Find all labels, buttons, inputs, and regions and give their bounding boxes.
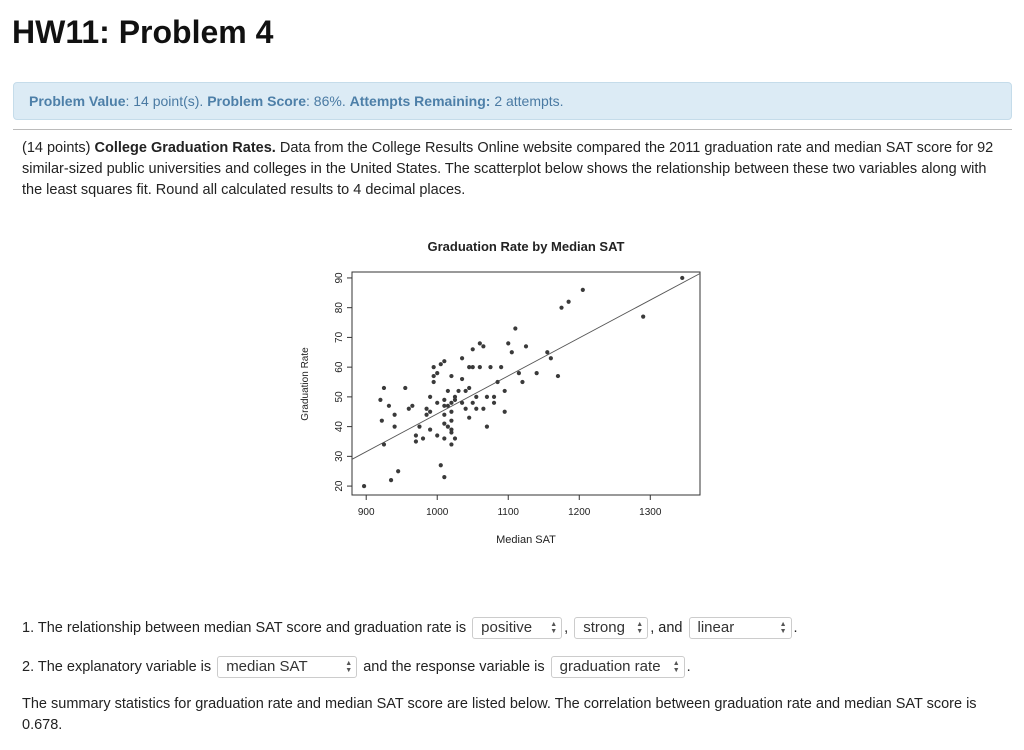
data-point [432, 374, 436, 378]
select-arrows-icon: ▲ ▼ [779, 621, 787, 635]
scatterplot [290, 262, 710, 562]
q1-strength-select[interactable] [574, 617, 648, 639]
q1-form-select[interactable] [689, 617, 792, 639]
q1-direction-value: positive [481, 619, 533, 636]
data-point [510, 350, 514, 354]
data-point [481, 407, 485, 411]
data-point [442, 475, 446, 479]
data-point [485, 425, 489, 429]
data-point [535, 371, 539, 375]
data-point [382, 442, 386, 446]
data-point [460, 356, 464, 360]
x-axis-label: Median SAT [496, 534, 556, 546]
x-tick-label: 1100 [497, 507, 520, 518]
data-point [410, 404, 414, 408]
y-tick-label: 20 [334, 480, 345, 492]
data-point [432, 365, 436, 369]
data-point [556, 374, 560, 378]
data-point [474, 395, 478, 399]
data-point [387, 404, 391, 408]
data-point [506, 341, 510, 345]
data-point [389, 478, 393, 482]
problem-body: Data from the College Results Online website compared the 2011 graduation rate and median SAT score for 92 similar-sized public universities and colleges in the United States. The scatterplot below shows the relationship between these two variables along with the least squares fit. Round all calculated results to 4 decimal places. [22, 140, 994, 198]
q1-and: , and [650, 619, 683, 636]
problem-info-bar [13, 82, 1012, 120]
problem-heading: College Graduation Rates. [94, 140, 276, 156]
x-tick-label: 900 [357, 507, 375, 518]
data-point [488, 365, 492, 369]
data-point [464, 407, 468, 411]
data-point [520, 380, 524, 384]
q2-mid-text: and the response variable is [363, 658, 545, 675]
data-point [449, 401, 453, 405]
data-point [396, 469, 400, 473]
data-point [456, 389, 460, 393]
data-point [467, 416, 471, 420]
data-point [545, 350, 549, 354]
data-point [393, 413, 397, 417]
data-point [581, 288, 585, 292]
data-point [414, 439, 418, 443]
problem-text [22, 138, 1007, 201]
data-point [492, 395, 496, 399]
question-2 [22, 656, 691, 678]
data-point [435, 433, 439, 437]
data-point [471, 347, 475, 351]
data-point [449, 410, 453, 414]
data-point [471, 401, 475, 405]
explanatory-variable-select[interactable] [217, 656, 357, 678]
problem-score-label: Problem Score [207, 93, 307, 109]
data-point [449, 427, 453, 431]
data-point [435, 401, 439, 405]
data-point [428, 427, 432, 431]
data-point [380, 419, 384, 423]
data-point [492, 401, 496, 405]
attempts-remaining-label: Attempts Remaining: [349, 93, 491, 109]
data-point [442, 359, 446, 363]
x-tick-label: 1000 [426, 507, 449, 518]
y-tick-label: 40 [334, 421, 345, 433]
data-point [417, 425, 421, 429]
data-point [513, 326, 517, 330]
data-point [641, 315, 645, 319]
data-point [442, 422, 446, 426]
data-point [382, 386, 386, 390]
data-point [424, 407, 428, 411]
plot-frame [352, 272, 700, 495]
data-point [446, 389, 450, 393]
data-point [407, 407, 411, 411]
data-point [559, 306, 563, 310]
select-arrows-icon: ▲ ▼ [550, 621, 558, 635]
data-point [481, 344, 485, 348]
chart-title: Graduation Rate by Median SAT [427, 239, 625, 254]
page-title: HW11: Problem 4 [12, 14, 274, 50]
data-point [549, 356, 553, 360]
data-point [442, 436, 446, 440]
data-point [471, 365, 475, 369]
data-point [439, 463, 443, 467]
data-point [495, 380, 499, 384]
q1-comma: , [564, 619, 569, 636]
y-tick-label: 70 [334, 331, 345, 343]
data-point [442, 413, 446, 417]
data-point [464, 389, 468, 393]
data-point [453, 436, 457, 440]
data-point [524, 344, 528, 348]
data-point [474, 407, 478, 411]
problem-score: : 86%. [306, 93, 346, 109]
data-point [449, 442, 453, 446]
response-variable-value: graduation rate [559, 658, 661, 675]
q1-strength-value: strong [583, 619, 625, 636]
y-tick-label: 60 [334, 361, 345, 373]
data-point [362, 484, 366, 488]
y-tick-label: 80 [334, 302, 345, 314]
data-point [478, 365, 482, 369]
q1-period: . [793, 619, 798, 636]
data-point [403, 386, 407, 390]
select-arrows-icon: ▲ ▼ [672, 660, 680, 674]
data-point [485, 395, 489, 399]
data-point [460, 377, 464, 381]
problem-value-label: Problem Value [29, 93, 126, 109]
data-point [467, 386, 471, 390]
data-point [680, 276, 684, 280]
y-tick-label: 30 [334, 450, 345, 462]
data-point [428, 395, 432, 399]
x-tick-label: 1300 [639, 507, 662, 518]
divider [13, 129, 1012, 130]
y-tick-label: 90 [334, 272, 345, 284]
q2-period: . [686, 658, 691, 675]
data-point [442, 398, 446, 402]
data-point [503, 410, 507, 414]
summary-text: The summary statistics for graduation rate and median SAT score are listed below. The correlation between graduation rate and median SAT score is 0.678. [22, 696, 977, 733]
data-point [449, 374, 453, 378]
q1-direction-select[interactable] [472, 617, 562, 639]
data-point [453, 395, 457, 399]
attempts-remaining: 2 attempts. [494, 93, 564, 109]
data-point [435, 371, 439, 375]
problem-value: : 14 point(s). [125, 93, 204, 109]
problem-points: (14 points) [22, 140, 91, 156]
question-1 [22, 617, 798, 639]
data-point [428, 410, 432, 414]
data-point [439, 362, 443, 366]
data-point [414, 433, 418, 437]
data-point [499, 365, 503, 369]
data-point [424, 413, 428, 417]
q2-text: 2. The explanatory variable is [22, 658, 212, 675]
q1-form-value: linear [697, 619, 735, 636]
data-point [421, 436, 425, 440]
data-point [503, 389, 507, 393]
data-point [446, 404, 450, 408]
data-point [478, 341, 482, 345]
data-point [517, 371, 521, 375]
data-point [460, 401, 464, 405]
response-variable-select[interactable] [551, 656, 685, 678]
x-tick-label: 1200 [568, 507, 591, 518]
data-point [432, 380, 436, 384]
data-point [449, 419, 453, 423]
explanatory-variable-value: median SAT [226, 658, 308, 675]
q1-text: 1. The relationship between median SAT score and graduation rate is [22, 619, 467, 636]
y-axis-label: Graduation Rate [300, 347, 311, 421]
y-tick-label: 50 [334, 391, 345, 403]
data-point [446, 425, 450, 429]
data-point [567, 300, 571, 304]
select-arrows-icon: ▲ ▼ [636, 621, 644, 635]
data-point [393, 425, 397, 429]
least-squares-line [352, 273, 700, 459]
select-arrows-icon: ▲ ▼ [345, 660, 353, 674]
data-point [378, 398, 382, 402]
